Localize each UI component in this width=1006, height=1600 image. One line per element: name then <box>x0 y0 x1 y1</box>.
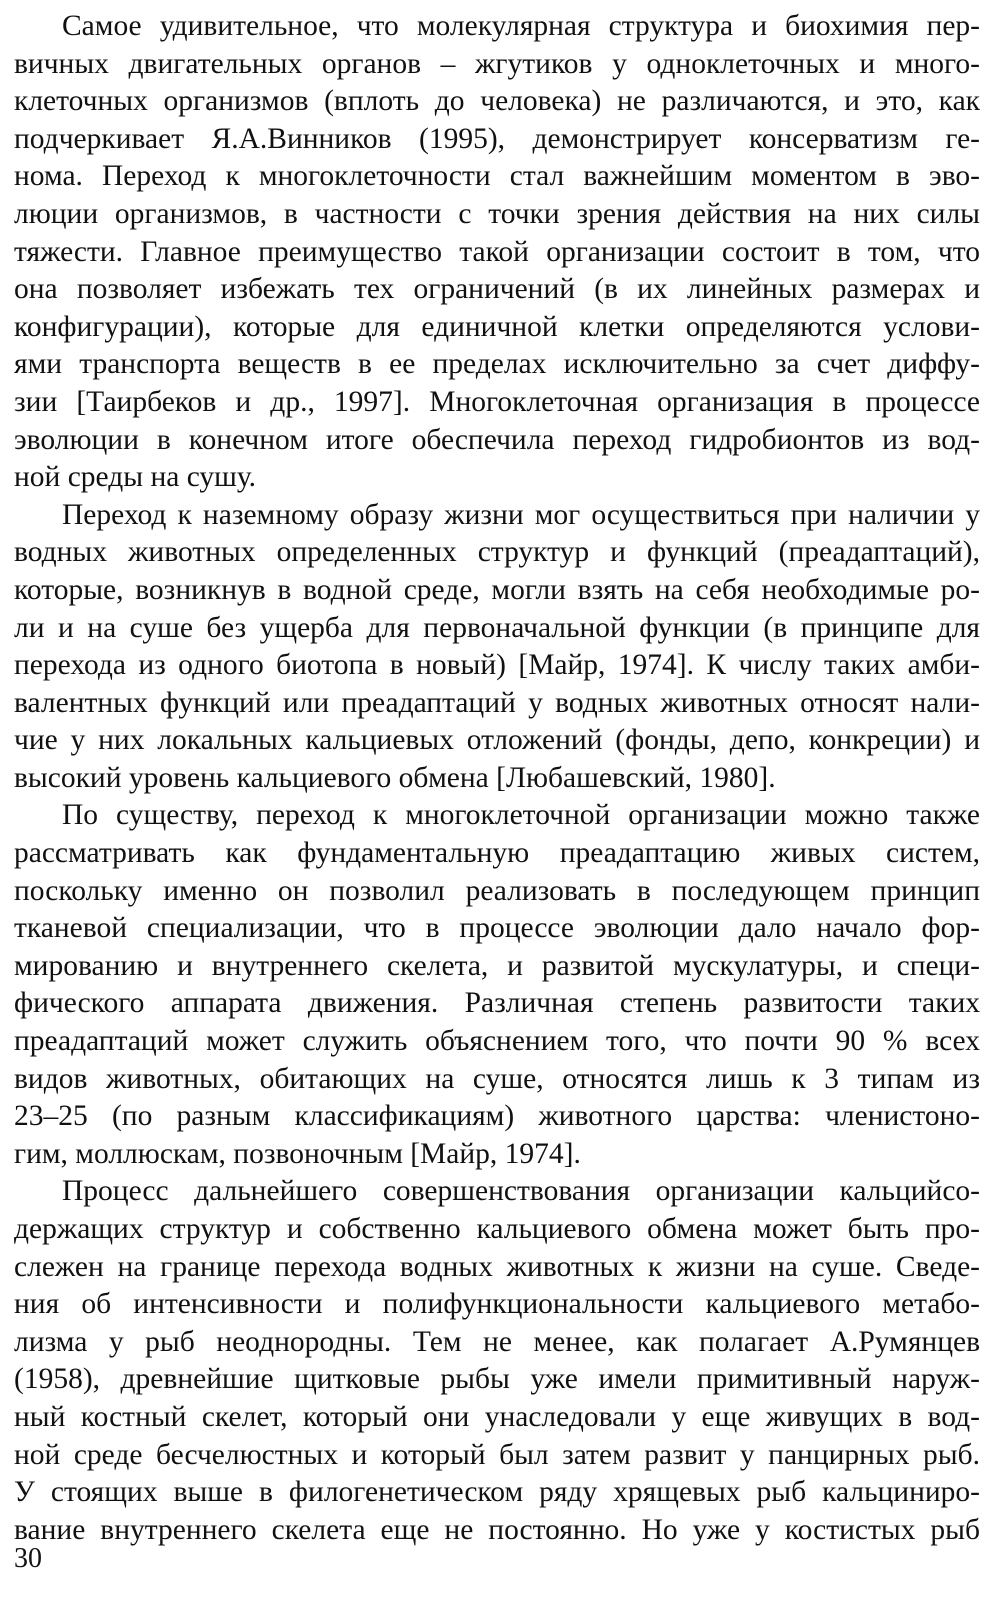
text-line: конфигурации), которые для единичной клетки определяются услови- <box>14 310 980 343</box>
text-line: нома. Переход к многоклеточности стал важнейшим моментом в эво- <box>14 160 980 193</box>
text-line: тяжести. Главное преимущество такой организации состоит в том, что <box>14 235 980 268</box>
text-line: слежен на границе перехода водных животных к жизни на суше. Сведе- <box>14 1250 980 1283</box>
text-line: она позволяет избежать тех ограничений (в их линейных размерах и <box>14 273 980 306</box>
text-line: Переход к наземному образу жизни мог осуществиться при наличии у <box>62 498 980 531</box>
page-number: 30 <box>14 1543 42 1574</box>
text-line: ями транспорта веществ в ее пределах исключительно за счет диффу- <box>14 348 980 381</box>
text-line: держащих структур и собственно кальциевого обмена может быть про- <box>14 1213 980 1245</box>
text-line: Процесс дальнейшего совершенствования организации кальцийсо- <box>62 1175 980 1208</box>
text-line: ной среды на сушу. <box>14 461 257 494</box>
body-text <box>14 8 980 1549</box>
text-line: (1958), древнейшие щитковые рыбы уже имели примитивный наруж- <box>14 1363 980 1396</box>
text-line: ния об интенсивности и полифункциональности кальциевого метабо- <box>14 1288 980 1321</box>
text-line: Самое удивительное, что молекулярная структура и биохимия пер- <box>62 10 980 42</box>
text-line: ли и на суше без ущерба для первоначальной функции (в принципе для <box>14 611 980 644</box>
text-line: видов животных, обитающих на суше, относятся лишь к 3 типам из <box>14 1062 980 1095</box>
text-line: зии [Таирбеков и др., 1997]. Многоклеточная организация в процессе <box>14 385 980 418</box>
text-line: которые, возникнув в водной среде, могли взять на себя необходимые ро- <box>14 573 980 606</box>
book-page <box>14 0 980 1600</box>
text-line: ный костный скелет, который они унаследовали у еще живущих в вод- <box>14 1400 980 1433</box>
text-line: вичных двигательных органов – жгутиков у одноклеточных и много- <box>14 47 980 80</box>
text-line: эволюции в конечном итоге обеспечила переход гидробионтов из вод- <box>14 423 980 456</box>
text-line: преадаптаций может служить объяснением того, что почти 90 % всех <box>14 1025 980 1058</box>
text-line: подчеркивает Я.А.Винников (1995), демонстрирует консерватизм ге- <box>14 122 980 155</box>
text-line: тканевой специализации, что в процессе эволюции дало начало фор- <box>14 912 980 945</box>
text-line: перехода из одного биотопа в новый) [Майр, 1974]. К числу таких амби- <box>14 649 980 682</box>
text-line: лизма у рыб неоднородны. Тем не менее, как полагает А.Румянцев <box>14 1325 980 1358</box>
text-line: 23–25 (по разным классификациям) животного царства: членистоно- <box>14 1100 980 1133</box>
text-line: фического аппарата движения. Различная степень развитости таких <box>14 987 980 1020</box>
text-line: люции организмов, в частности с точки зрения действия на них силы <box>14 197 980 230</box>
text-line: У стоящих выше в филогенетическом ряду хрящевых рыб кальциниро- <box>14 1476 980 1509</box>
text-line: высокий уровень кальциевого обмена [Любашевский, 1980]. <box>14 761 776 794</box>
text-line: валентных функций или преадаптаций у водных животных относят нали- <box>14 686 980 719</box>
text-line: мированию и внутреннего скелета, и развитой мускулатуры, и специ- <box>14 949 980 982</box>
text-line: чие у них локальных кальциевых отложений (фонды, депо, конкреции) и <box>14 724 980 757</box>
text-line: По существу, переход к многоклеточной организации можно также <box>62 799 980 832</box>
text-line: ной среде бесчелюстных и который был затем развит у панцирных рыб. <box>14 1438 980 1471</box>
text-line: рассматривать как фундаментальную преадаптацию живых систем, <box>14 837 980 870</box>
text-line: клеточных организмов (вплоть до человека) не различаются, и это, как <box>14 85 980 118</box>
text-line: поскольку именно он позволил реализовать в последующем принцип <box>14 874 980 907</box>
text-line: водных животных определенных структур и функций (преадаптаций), <box>14 536 980 569</box>
text-line: гим, моллюскам, позвоночным [Майр, 1974]. <box>14 1137 581 1170</box>
text-line: вание внутреннего скелета еще не постоянно. Но уже у костистых рыб <box>14 1513 980 1546</box>
